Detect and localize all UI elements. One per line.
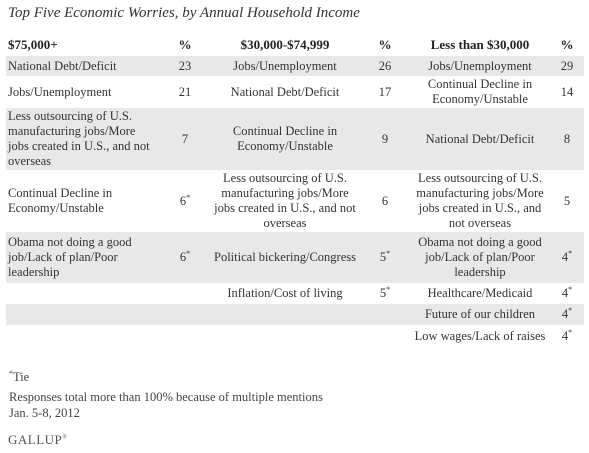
percent-cell xyxy=(360,76,410,108)
percent-value: 9 xyxy=(381,131,389,146)
worry-cell xyxy=(6,304,160,325)
percent-value: 23 xyxy=(178,58,192,73)
percent-value: 29 xyxy=(560,58,574,73)
worry-cell xyxy=(6,283,160,304)
tie-marker: * xyxy=(386,284,391,294)
column-header-30k-75k: $30,000-$74,999 xyxy=(240,37,330,52)
table-row xyxy=(6,232,584,283)
worry-cell: Jobs/Unemployment xyxy=(210,56,360,76)
worry-cell: Less outsourcing of U.S. manufacturing jobs/More jobs created in U.S., and not overseas xyxy=(6,108,160,170)
worry-cell: Healthcare/Medicaid xyxy=(427,286,533,300)
percent-value: 4 xyxy=(561,250,569,264)
logo-registered-mark: ® xyxy=(62,434,68,441)
worry-cell xyxy=(210,304,360,325)
table-row xyxy=(6,283,584,304)
percent-cell xyxy=(550,283,584,304)
tie-label: Tie xyxy=(13,370,30,384)
chart-title: Top Five Economic Worries, by Annual Household Income xyxy=(8,5,360,21)
responses-note: Responses total more than 100% because of multiple mentions xyxy=(9,390,323,404)
percent-cell xyxy=(360,232,410,283)
percent-value: 4 xyxy=(561,329,569,343)
column-header-pct: % xyxy=(560,37,574,52)
logo-text: GALLUP xyxy=(8,432,63,447)
worry-cell: Jobs/Unemployment xyxy=(410,56,550,76)
percent-cell xyxy=(360,108,410,170)
tie-mark: * xyxy=(9,368,13,378)
percent-cell xyxy=(160,283,210,304)
worry-cell: Continual Decline in Economy/Unstable xyxy=(427,77,533,106)
percent-cell xyxy=(360,56,410,76)
percent-cell xyxy=(550,325,584,348)
worry-cell: Obama not doing a good job/Lack of plan/Poor leadership xyxy=(410,232,550,283)
percent-value: 6 xyxy=(179,193,187,208)
table-row xyxy=(6,76,584,108)
worry-cell: National Debt/Deficit xyxy=(230,84,340,99)
worry-cell: Future of our children xyxy=(410,304,550,325)
percent-cell xyxy=(160,232,210,283)
tie-marker: * xyxy=(568,327,573,337)
worry-cell: Low wages/Lack of raises xyxy=(414,329,546,343)
percent-value: 8 xyxy=(563,131,571,146)
worry-cell: Less outsourcing of U.S. manufacturing jobs/More jobs created in U.S., and not overseas xyxy=(416,171,544,230)
percent-cell xyxy=(160,325,210,348)
percent-cell xyxy=(160,56,210,76)
percent-value: 21 xyxy=(178,84,192,99)
worry-cell: Less outsourcing of U.S. manufacturing jobs/More jobs created in U.S., and not overseas xyxy=(214,171,356,230)
percent-value: 5 xyxy=(379,250,387,264)
worry-cell: Inflation/Cost of living xyxy=(227,286,343,300)
percent-value: 17 xyxy=(378,84,392,99)
percent-cell xyxy=(550,108,584,170)
percent-value: 4 xyxy=(561,286,569,300)
percent-cell xyxy=(360,304,410,325)
column-header-under-30k: Less than $30,000 xyxy=(430,37,530,52)
tie-marker: * xyxy=(568,305,573,315)
percent-cell xyxy=(550,304,584,325)
percent-value: 26 xyxy=(378,58,392,73)
gallup-logo xyxy=(8,432,67,448)
percent-cell xyxy=(360,325,410,348)
table-row xyxy=(6,108,584,170)
percent-cell xyxy=(160,108,210,170)
worry-cell xyxy=(6,325,160,348)
header-row xyxy=(6,34,584,56)
tie-marker: * xyxy=(386,248,391,258)
percent-value: 14 xyxy=(560,84,574,99)
percent-cell xyxy=(550,56,584,76)
worry-cell: National Debt/Deficit xyxy=(6,56,160,76)
percent-cell xyxy=(160,76,210,108)
tie-marker: * xyxy=(568,284,573,294)
worries-table xyxy=(6,34,584,348)
percent-cell xyxy=(160,170,210,232)
column-header-pct: % xyxy=(378,37,392,52)
worry-cell: Continual Decline in Economy/Unstable xyxy=(210,108,360,170)
percent-cell xyxy=(360,283,410,304)
table-body xyxy=(6,56,584,348)
worry-cell: Obama not doing a good job/Lack of plan/Poor leadership xyxy=(6,232,160,283)
column-header-pct: % xyxy=(178,37,192,52)
table-row xyxy=(6,56,584,76)
table-row xyxy=(6,170,584,232)
percent-value: 6 xyxy=(179,250,187,264)
worry-cell xyxy=(210,325,360,348)
percent-cell xyxy=(550,232,584,283)
survey-date: Jan. 5-8, 2012 xyxy=(9,406,80,420)
tie-marker: * xyxy=(568,248,573,258)
percent-value: 5 xyxy=(563,193,571,208)
percent-cell xyxy=(550,170,584,232)
percent-cell xyxy=(360,170,410,232)
tie-marker: * xyxy=(186,248,191,258)
worry-cell: Continual Decline in Economy/Unstable xyxy=(8,186,113,215)
table-row xyxy=(6,304,584,325)
percent-value: 5 xyxy=(379,286,387,300)
percent-value: 6 xyxy=(381,193,389,208)
percent-value: 4 xyxy=(561,307,569,321)
percent-cell xyxy=(550,76,584,108)
tie-marker: * xyxy=(186,192,191,202)
percent-value: 7 xyxy=(181,131,189,146)
worry-cell: Jobs/Unemployment xyxy=(8,84,112,99)
tie-note xyxy=(9,369,323,385)
worry-cell: Political bickering/Congress xyxy=(210,232,360,283)
table-row xyxy=(6,325,584,348)
worry-cell: National Debt/Deficit xyxy=(410,108,550,170)
column-header-75k-plus: $75,000+ xyxy=(8,37,58,52)
footnotes xyxy=(9,369,323,421)
percent-cell xyxy=(160,304,210,325)
